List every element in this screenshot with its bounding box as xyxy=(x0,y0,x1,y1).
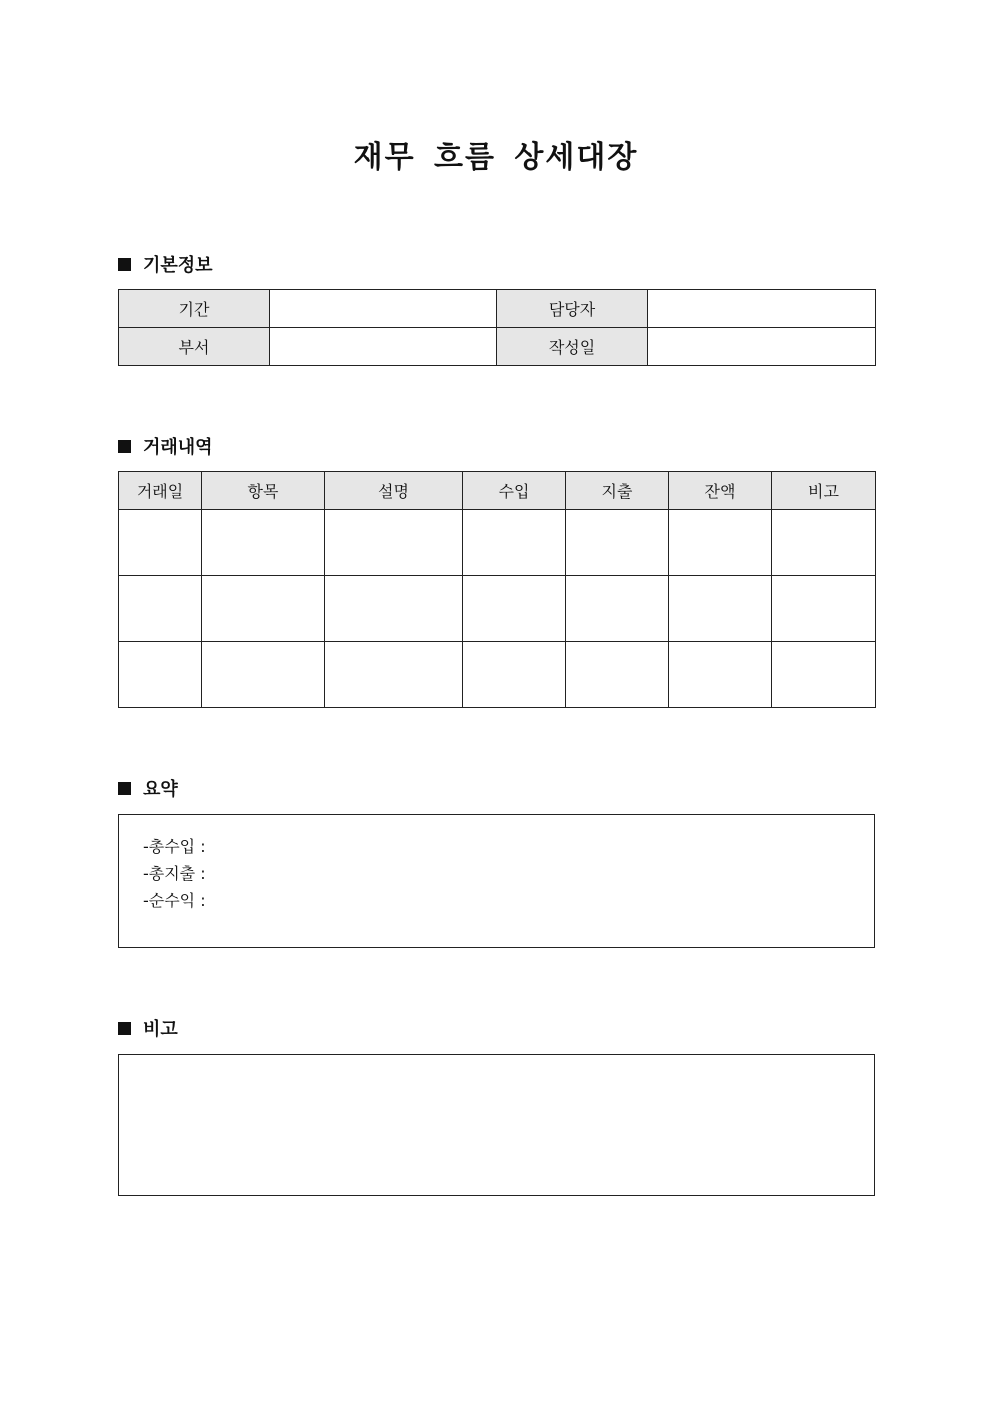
table-cell[interactable] xyxy=(463,576,566,642)
square-bullet-icon xyxy=(118,782,131,795)
table-cell[interactable] xyxy=(669,642,772,708)
column-header-income: 수입 xyxy=(463,472,566,510)
section-summary-heading xyxy=(118,776,178,800)
manager-field[interactable] xyxy=(648,290,876,328)
section-summary-label: 요약 xyxy=(143,779,178,800)
department-label: 부서 xyxy=(119,328,270,366)
transactions-table xyxy=(118,471,876,708)
table-cell[interactable] xyxy=(772,642,876,708)
table-cell[interactable] xyxy=(202,642,325,708)
section-basic-info-heading xyxy=(118,252,213,276)
section-notes-label: 비고 xyxy=(143,1019,178,1040)
square-bullet-icon xyxy=(118,1022,131,1035)
column-header-item: 항목 xyxy=(202,472,325,510)
table-cell[interactable] xyxy=(566,576,669,642)
total-expense-line: -총지출 : xyxy=(143,864,206,883)
table-cell[interactable] xyxy=(119,576,202,642)
summary-box[interactable] xyxy=(118,814,875,948)
table-cell[interactable] xyxy=(325,642,463,708)
period-field[interactable] xyxy=(270,290,497,328)
table-cell[interactable] xyxy=(119,510,202,576)
table-cell[interactable] xyxy=(463,510,566,576)
period-label: 기간 xyxy=(119,290,270,328)
section-basic-info-label: 기본정보 xyxy=(143,255,213,276)
section-transactions-heading xyxy=(118,434,213,458)
table-cell[interactable] xyxy=(119,642,202,708)
square-bullet-icon xyxy=(118,258,131,271)
page-title: 재무 흐름 상세대장 xyxy=(353,140,639,175)
table-cell[interactable] xyxy=(772,510,876,576)
created-date-field[interactable] xyxy=(648,328,876,366)
basic-info-row xyxy=(119,290,876,328)
table-row xyxy=(119,510,876,576)
section-notes-heading xyxy=(118,1016,178,1040)
table-cell[interactable] xyxy=(463,642,566,708)
table-cell[interactable] xyxy=(669,576,772,642)
table-cell[interactable] xyxy=(566,642,669,708)
table-cell[interactable] xyxy=(202,576,325,642)
column-header-expense: 지출 xyxy=(566,472,669,510)
column-header-balance: 잔액 xyxy=(669,472,772,510)
column-header-date: 거래일 xyxy=(119,472,202,510)
notes-box[interactable] xyxy=(118,1054,875,1196)
transactions-header-row xyxy=(119,472,876,510)
basic-info-table xyxy=(118,289,876,366)
table-cell[interactable] xyxy=(566,510,669,576)
manager-label: 담당자 xyxy=(497,290,648,328)
table-cell[interactable] xyxy=(325,576,463,642)
table-row xyxy=(119,576,876,642)
table-cell[interactable] xyxy=(325,510,463,576)
created-date-label: 작성일 xyxy=(497,328,648,366)
table-cell[interactable] xyxy=(772,576,876,642)
column-header-remarks: 비고 xyxy=(772,472,876,510)
table-row xyxy=(119,642,876,708)
section-transactions-label: 거래내역 xyxy=(143,437,213,458)
column-header-description: 설명 xyxy=(325,472,463,510)
table-cell[interactable] xyxy=(669,510,772,576)
total-income-line: -총수입 : xyxy=(143,837,206,856)
department-field[interactable] xyxy=(270,328,497,366)
square-bullet-icon xyxy=(118,440,131,453)
net-profit-line: -순수익 : xyxy=(143,891,206,910)
table-cell[interactable] xyxy=(202,510,325,576)
basic-info-row xyxy=(119,328,876,366)
